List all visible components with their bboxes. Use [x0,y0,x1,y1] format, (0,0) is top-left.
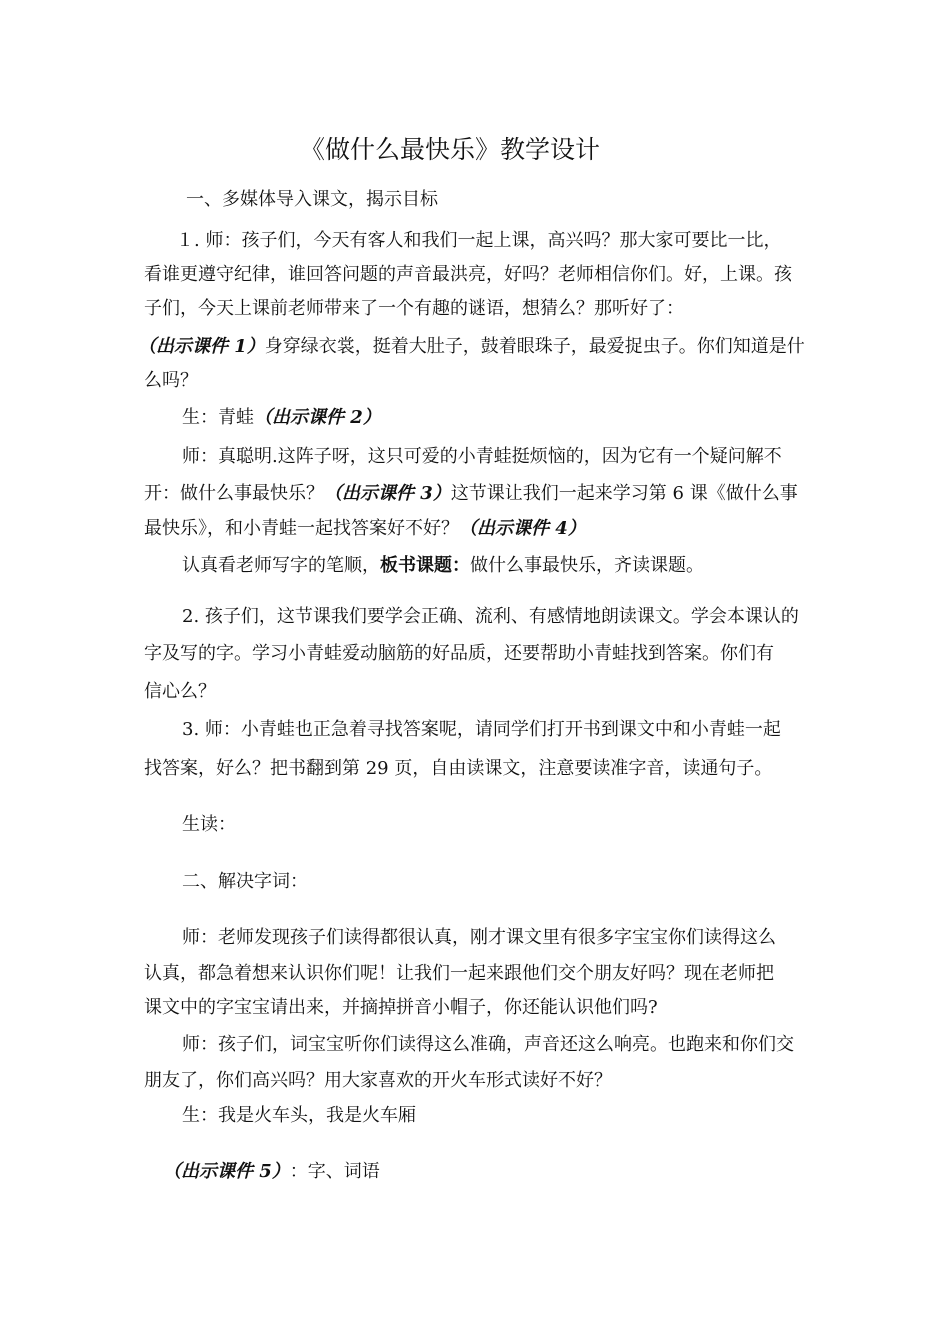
text-run: 认真看老师写字的笔顺， [182,555,380,576]
courseware-marker: （出示课件 2） [254,407,381,428]
courseware-marker: （出示课件 4） [459,518,586,539]
page-title: 《做什么最快乐》教学设计 [300,135,601,164]
text-run: 这节课让我们一起来学习第 6 课《做什么事 [450,483,798,504]
paragraph-9-line-1: 师：孩子们，词宝宝听你们读得这么准确，声音还这么响亮。也跑来和你们交 [182,1034,794,1055]
paragraph-4 [182,553,950,579]
paragraph-8-line-2: 认真，都急着想来认识你们呢！让我们一起来跟他们交个朋友好吗？现在老师把 [144,963,774,984]
board-title-label: 板书课题： [380,555,470,576]
paragraph-7: 生读： [182,814,236,835]
paragraph-5-line-2: 字及写的字。学习小青蛙爱动脑筋的好品质，还要帮助小青蛙找到答案。你们有 [144,643,774,664]
paragraph-1-line-1: １. 师：孩子们，今天有客人和我们一起上课，高兴吗？那大家可要比一比， [176,230,782,251]
paragraph-6-line-1: 3. 师：小青蛙也正急着寻找答案呢，请同学们打开书到课文中和小青蛙一起 [182,719,781,740]
paragraph-1-line-5: 么吗？ [144,370,198,391]
paragraph-5-line-3: 信心么？ [144,681,216,702]
text-run: ：字、词语 [289,1161,380,1182]
paragraph-1-line-3: 子们，今天上课前老师带来了一个有趣的谜语，想猜么？那听好了： [144,298,684,319]
paragraph-3-line-2 [144,481,950,507]
paragraph-9-line-2: 朋友了，你们高兴吗？用大家喜欢的开火车形式读好不好？ [144,1070,612,1091]
section-heading-2: 二、解决字词： [182,871,308,892]
text-run: 开：做什么事最快乐？ [144,483,324,504]
section-heading-1: 一、多媒体导入课文，揭示目标 [186,189,438,210]
courseware-marker: （出示课件 3） [324,483,451,504]
student-answer: 生：青蛙 [182,407,254,428]
courseware-marker: （出示课件 5） [163,1161,290,1182]
text-run: 做什么事最快乐，齐读课题。 [470,555,704,576]
paragraph-10: 生：我是火车头，我是火车厢 [182,1105,416,1126]
paragraph-8-line-3: 课文中的字宝宝请出来，并摘掉拼音小帽子，你还能认识他们吗? [144,997,658,1018]
paragraph-2 [182,405,950,431]
paragraph-6-line-2: 找答案，好么？把书翻到第 29 页，自由读课文，注意要读准字音，读通句子。 [144,758,773,779]
text-run: 最快乐》，和小青蛙一起找答案好不好？ [144,518,459,539]
paragraph-3-line-1: 师：真聪明.这阵子呀，这只可爱的小青蛙挺烦恼的，因为它有一个疑问解不 [182,446,782,467]
paragraph-1-line-4 [138,334,950,360]
paragraph-11 [163,1159,950,1185]
paragraph-8-line-1: 师：老师发现孩子们读得都很认真，刚才课文里有很多字宝宝你们读得这么 [182,927,776,948]
courseware-marker: （出示课件 1） [138,336,265,357]
paragraph-1-line-2: 看谁更遵守纪律，谁回答问题的声音最洪亮，好吗？老师相信你们。好，上课。孩 [144,264,792,285]
paragraph-5-line-1: 2. 孩子们，这节课我们要学会正确、流利、有感情地朗读课文。学会本课认的 [182,606,799,627]
paragraph-3-line-3 [144,516,950,542]
riddle-text: 身穿绿衣裳，挺着大肚子，鼓着眼珠子，最爱捉虫子。你们知道是什 [264,336,805,357]
